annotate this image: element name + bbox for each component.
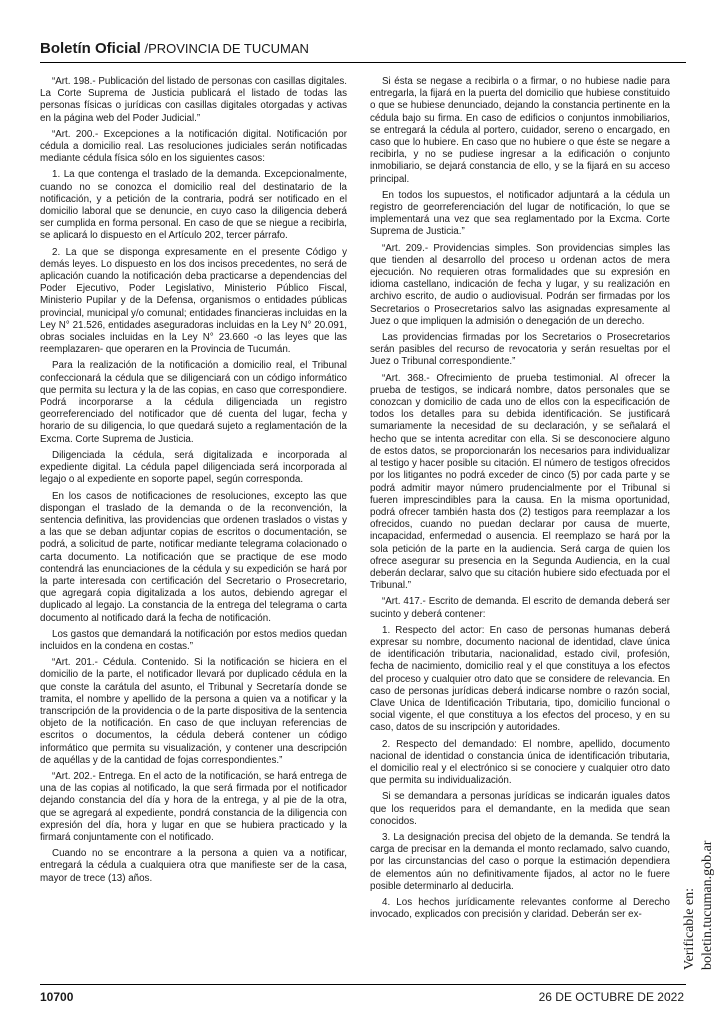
paragraph: En todos los supuestos, el notificador adjuntará a la cédula un registro de georreferenciación del lugar de notificación, lo que se implementará una vez que sea reglamentado por la Excma. Corte Suprema de Justicia.” [370,189,670,238]
verification-url: boletin.tucuman.gob.ar [700,840,715,970]
header-rule [40,62,686,63]
right-column [370,76,670,925]
verification-note [680,820,720,970]
paragraph: 4. Los hechos jurídicamente relevantes conforme al Derecho invocado, explicados con precisión y claridad. Deberán ser ex- [370,897,670,921]
paragraph: 1. Respecto del actor: En caso de personas humanas deberá expresar su nombre, documento nacional de identidad, clave única de identificación tributaria, nacionalidad, estado civil, profesión, fecha de nacimiento, domicilio real y el que constituya a los efectos del proceso y cualquier otro dato que se considere de relevancia. En caso de personas jurídicas deberá indicarse nombre o razón social, Clave Unica de Identificación Tributaria, tipo, domicilio funcional o social vigente, el que constituya a los efectos del proceso, y en su caso, datos de su inscripción y autoridades. [370,624,670,734]
paragraph: “Art. 201.- Cédula. Contenido. Si la notificación se hiciera en el domicilio de la parte, el notificador llevará por duplicado cédula en la que conste la carátula del asunto, el Tribunal y Secretaría donde se tramita, el nombre y apellido de la persona a quien va a notificar y la transcripción de la providencia o de la parte dispositiva de la sentencia objeto de la notificación. En caso de que incluyan referencias de escritos o documentos, la cédula deberá contener un código informático que permita su visualización, y contener una descripción de aquéllas y de la cantidad de fojas correspondientes.” [40,657,347,766]
paragraph: Los gastos que demandará la notificación por estos medios quedan incluidos en la condena en costas.” [40,628,347,652]
bulletin-title: Boletín Oficial [40,40,141,57]
paragraph: En los casos de notificaciones de resoluciones, excepto las que dispongan el traslado de la demanda o de la reconvención, la sentencia definitiva, las providencias que ordenen traslados o vistas y a las que se deban adjuntar copias de escritos o documentación, se podrá, a solicitud de parte, notificar mediante telegrama colacionado o carta documento. La notificación que se practique de ese modo contendrá las enunciaciones de la cédula y su expedición se hará por la parte interesada con certificación del Secretario o Prosecretario, que agregará copia digitalizada a los autos, debiendo agregar el duplicado al legajo. La constancia de la entrega del telegrama o carta documento al notificado dará la fecha de notificación. [40,490,347,624]
paragraph: 1. La que contenga el traslado de la demanda. Excepcionalmente, cuando no se conozca el domicilio real del destinatario de la notificación, y a petición de la contraria, podrá ser notificado en el domicilio laboral que se denuncie, en cuyo caso la diligencia deberá ser cumplida en forma personal. En caso de que se niegue a recibirla, se aplicará lo dispuesto en el Artículo 202, tercer párrafo. [40,169,347,242]
paragraph: 2. Respecto del demandado: El nombre, apellido, documento nacional de identidad o constancia única de identificación tributaria, el domicilio real y el electrónico si se conociere y cualquier otro dato que permita su individualización. [370,738,670,787]
paragraph: 2. La que se disponga expresamente en el presente Código y demás leyes. Lo dispuesto en los dos incisos precedentes, no será de aplicación cuando la notificación deba practicarse a dependencias del Poder Ejecutivo, Poder Legislativo, Ministerio Público Fiscal, Ministerio Pupilar y de la Defensa, organismos o entidades públicas provincial, municipal y/o comunal; entidades financieras incluidas en la Ley N° 21.526, entidades aseguradoras incluidas en la Ley N° 20.091, obras sociales incluidas en la Ley N° 23.660 -o las leyes que las reemplazaren- que operaren en la Provincia de Tucumán. [40,246,347,356]
left-column [40,76,347,889]
paragraph: “Art. 200.- Excepciones a la notificación digital. Notificación por cédula a domicilio real. Las resoluciones judiciales serán notificadas mediante cédula física sólo en los siguientes casos: [40,128,347,165]
paragraph: Las providencias firmadas por los Secretarios o Prosecretarios serán pasibles del recurso de revocatoria y serán resueltas por el Juez o Tribunal correspondiente.” [370,332,670,368]
verification-label: Verificable en: [682,887,697,970]
paragraph: Diligenciada la cédula, será digitalizada e incorporada al expediente digital. La cédula papel diligenciada será incorporada al legajo o al expediente en soporte papel, según corresponda. [40,449,347,486]
paragraph: “Art. 368.- Ofrecimiento de prueba testimonial. Al ofrecer la prueba de testigos, se indicará nombre, datos personales que se conozcan y domicilio de cada uno de ellos con la especificación de todos los detalles para su debida identificación. Se justificará sumariamente la necesidad de su declaración, y se señalará el hecho que se intenta acreditar con ella. Si se desconociere alguno de estos datos, se proporcionarán los necesarios para individualizar al testigo y hacer posible su citación. El número de testigos ofrecidos por los litigantes no podrá exceder de cinco (5) por cada parte y se podrá admitir mayor número prudencialmente por el Tribunal si fueren imprescindibles para la causa. En la misma oportunidad, podrá ofrecer también hasta dos (2) testigos para reemplazar a los ofrecidos, cuando no puedan declarar por causa de muerte, incapacidad, enfermedad o ausencia. El reemplazo se hará por la sola petición de la parte en la audiencia. Será carga de quien los ofrece asegurar su presencia en la Segunda Audiencia, en la cual deberán declarar, salvo que su citación hubiere sido efectuada por el Tribunal.” [370,372,670,592]
province-label: /PROVINCIA DE TUCUMAN [140,41,309,56]
page-number: 10700 [40,990,74,1004]
paragraph: Si ésta se negase a recibirla o a firmar, o no hubiese nadie para entregarla, la fijará en la puerta del domicilio que hubiese constituido o que se hubiese denunciado, dejando la constancia pertinente en la cédula bajo su firma. En caso de edificios o conjuntos inmobiliarios, se entregará la cédula al portero, cuidador, sereno o encargado, en caso que lo hubiere. En caso que no hubiere o que éste se negare a recibirla, y no se pudiese ingresar a la edificación o conjunto inmobiliario, se dejará constancia de ello, y se la fijará en su acceso principal. [370,76,670,185]
issue-date: 26 DE OCTUBRE DE 2022 [538,990,684,1004]
paragraph: “Art. 209.- Providencias simples. Son providencias simples las que tienden al desarrollo del proceso u ordenan actos de mera ejecución. No requieren otras formalidades que su expresión en idioma castellano, indicación de fecha y lugar, y su realización en archivo escrito, de audio o audiovisual. Podrán ser firmadas por los Secretarios o Prosecretarios salvo las asignadas expresamente al Juez o que impliquen la admisión o denegación de un derecho. [370,242,670,327]
page-header [40,40,686,60]
paragraph: “Art. 417.- Escrito de demanda. El escrito de demanda deberá ser sucinto y deberá contener: [370,596,670,620]
paragraph: Si se demandara a personas jurídicas se indicarán iguales datos que los requeridos para el demandante, en la medida que sean conocidos. [370,791,670,827]
paragraph: Cuando no se encontrare a la persona a quien va a notificar, entregará la cédula a cualquiera otra que manifieste ser de la casa, mayor de trece (13) años. [40,848,347,884]
footer-rule [40,984,686,985]
paragraph: Para la realización de la notificación a domicilio real, el Tribunal confeccionará la cédula que se diligenciará con un código informático que permita su lectura y la de las copias, en caso que correspondiere. Podrá incorporarse a la cédula diligenciada un registro georreferenciado del notificador que dé cuenta del lugar, fecha y horario de su diligencia, lo que quedará sujeto a reglamentación de la Excma. Corte Suprema de Justicia. [40,360,347,445]
paragraph: 3. La designación precisa del objeto de la demanda. Se tendrá la carga de precisar en la demanda el monto reclamado, salvo cuando, por las circunstancias del caso o porque la estimación dependiera de elementos aún no definitivamente fijados, al actor no le fuere posible determinarlo al deducirla. [370,831,670,892]
paragraph: “Art. 202.- Entrega. En el acto de la notificación, se hará entrega de una de las copias al notificado, la que será firmada por el notificador dejando constancia del día y hora de la entrega, y al pie de la otra, que se agregará al expediente, pondrá constancia de la diligencia con expresión del día, hora y lugar en que se hubiera practicado y la firmará conjuntamente con el notificado. [40,770,347,843]
paragraph: “Art. 198.- Publicación del listado de personas con casillas digitales. La Corte Suprema de Justicia publicará el listado de todas las personas físicas o jurídicas con casillas digitales otorgadas y activas en la página web del Poder Judicial.” [40,76,347,124]
